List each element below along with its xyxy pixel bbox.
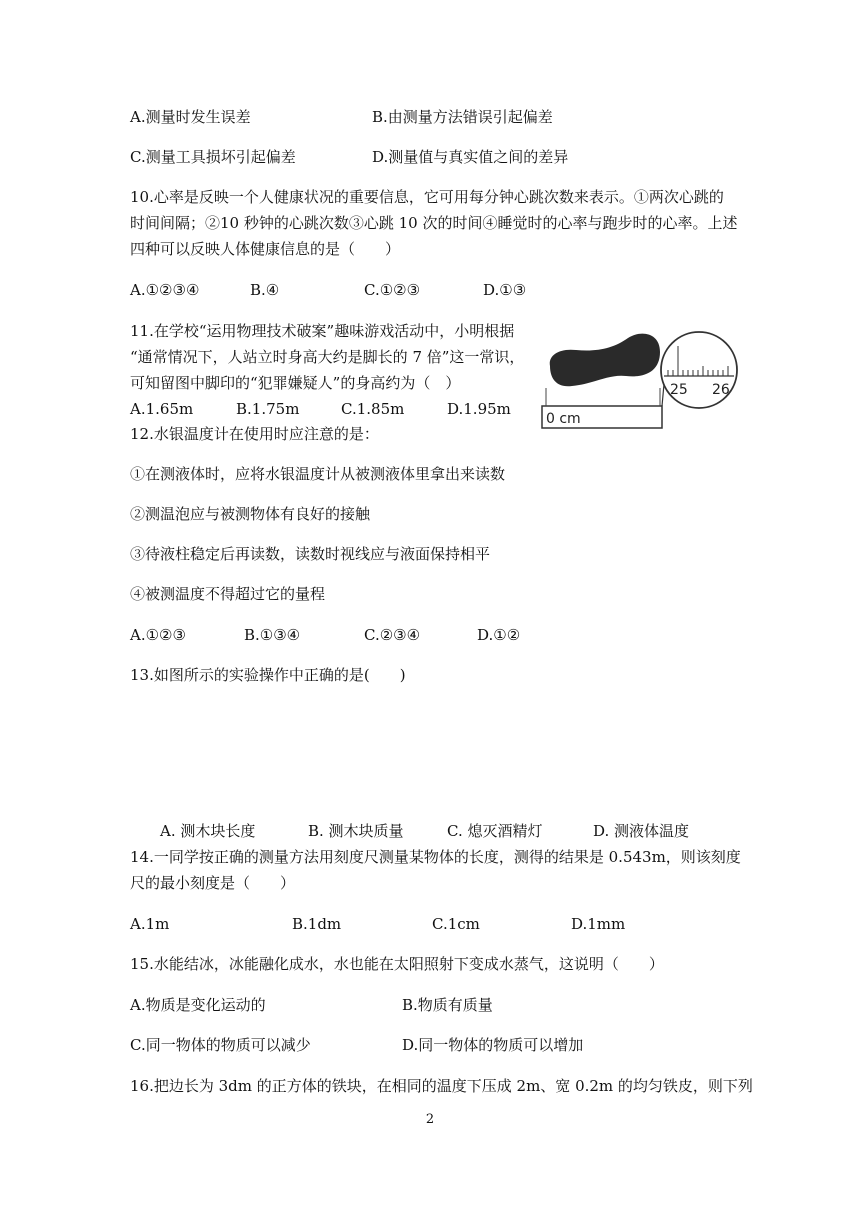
q12-option-a: A.①②③ <box>130 626 186 644</box>
q12-option-d: D.①② <box>477 626 521 644</box>
q11-stem-line-1: 11.在学校“运用物理技术破案”趣味游戏活动中，小明根据 <box>130 322 515 340</box>
q12-item-3: ③待液柱稳定后再读数，读数时视线应与液面保持相平 <box>130 545 491 563</box>
q13-option-b: B. 测木块质量 <box>308 822 404 840</box>
q13-stem: 13.如图所示的实验操作中正确的是( ) <box>130 666 406 684</box>
q11-option-b: B.1.75m <box>236 400 300 418</box>
q10-stem-line-3: 四种可以反映人体健康信息的是（ ） <box>130 240 401 258</box>
q12-item-1: ①在测液体时，应将水银温度计从被测液体里拿出来读数 <box>130 465 506 483</box>
q14-stem-line-2: 尺的最小刻度是（ ） <box>130 874 296 892</box>
q10-option-c: C.①②③ <box>364 281 421 299</box>
q10-option-d: D.①③ <box>483 281 527 299</box>
q14-stem-line-1: 14.一同学按正确的测量方法用刻度尺测量某物体的长度，测得的结果是 0.543m，则该刻度 <box>130 848 741 866</box>
q11-option-c: C.1.85m <box>341 400 405 418</box>
q9-option-a: A.测量时发生误差 <box>130 108 251 126</box>
footprint-shape <box>550 334 660 387</box>
q11-stem-line-2: “通常情况下，人站立时身高大约是脚长的 7 倍”这一常识， <box>130 348 525 366</box>
footprint-ruler-figure <box>536 326 746 432</box>
q9-option-c: C.测量工具损坏引起偏差 <box>130 148 296 166</box>
q14-option-c: C.1cm <box>432 915 480 933</box>
q11-option-d: D.1.95m <box>447 400 511 418</box>
ruler-tick-25: 25 <box>670 382 688 398</box>
q15-option-c: C.同一物体的物质可以减少 <box>130 1036 311 1054</box>
ruler-zero-label: 0 cm <box>546 411 581 427</box>
page-number: 2 <box>425 1112 435 1127</box>
q11-option-a: A.1.65m <box>130 400 194 418</box>
q15-stem: 15.水能结冰，冰能融化成水，水也能在太阳照射下变成水蒸气，这说明（ ） <box>130 955 664 973</box>
q15-option-b: B.物质有质量 <box>402 996 493 1014</box>
q10-option-a: A.①②③④ <box>130 281 200 299</box>
q15-option-d: D.同一物体的物质可以增加 <box>402 1036 584 1054</box>
q13-option-c: C. 熄灭酒精灯 <box>447 822 543 840</box>
q12-item-4: ④被测温度不得超过它的量程 <box>130 585 326 603</box>
q12-stem: 12.水银温度计在使用时应注意的是： <box>130 425 379 443</box>
q10-option-b: B.④ <box>250 281 280 299</box>
q16-stem: 16.把边长为 3dm 的正方体的铁块，在相同的温度下压成 2m、宽 0.2m 的均匀铁皮，则下列 <box>130 1077 753 1095</box>
q11-stem-line-3: 可知留图中脚印的“犯罪嫌疑人”的身高约为（ ） <box>130 374 461 392</box>
q14-option-d: D.1mm <box>571 915 626 933</box>
q10-stem-line-2: 时间间隔；②10 秒钟的心跳次数③心跳 10 次的时间④睡觉时的心率与跑步时的心率。上述 <box>130 214 738 232</box>
q12-option-c: C.②③④ <box>364 626 421 644</box>
q9-option-b: B.由测量方法错误引起偏差 <box>372 108 553 126</box>
q14-option-a: A.1m <box>130 915 170 933</box>
q14-option-b: B.1dm <box>292 915 342 933</box>
q13-option-d: D. 测液体温度 <box>593 822 690 840</box>
q13-option-a: A. 测木块长度 <box>160 822 256 840</box>
q9-option-d: D.测量值与真实值之间的差异 <box>372 148 569 166</box>
q12-option-b: B.①③④ <box>244 626 301 644</box>
q10-stem-line-1: 10.心率是反映一个人健康状况的重要信息，它可用每分钟心跳次数来表示。①两次心跳的 <box>130 188 724 206</box>
q15-option-a: A.物质是变化运动的 <box>130 996 266 1014</box>
q12-item-2: ②测温泡应与被测物体有良好的接触 <box>130 505 371 523</box>
ruler-tick-26: 26 <box>712 382 730 398</box>
